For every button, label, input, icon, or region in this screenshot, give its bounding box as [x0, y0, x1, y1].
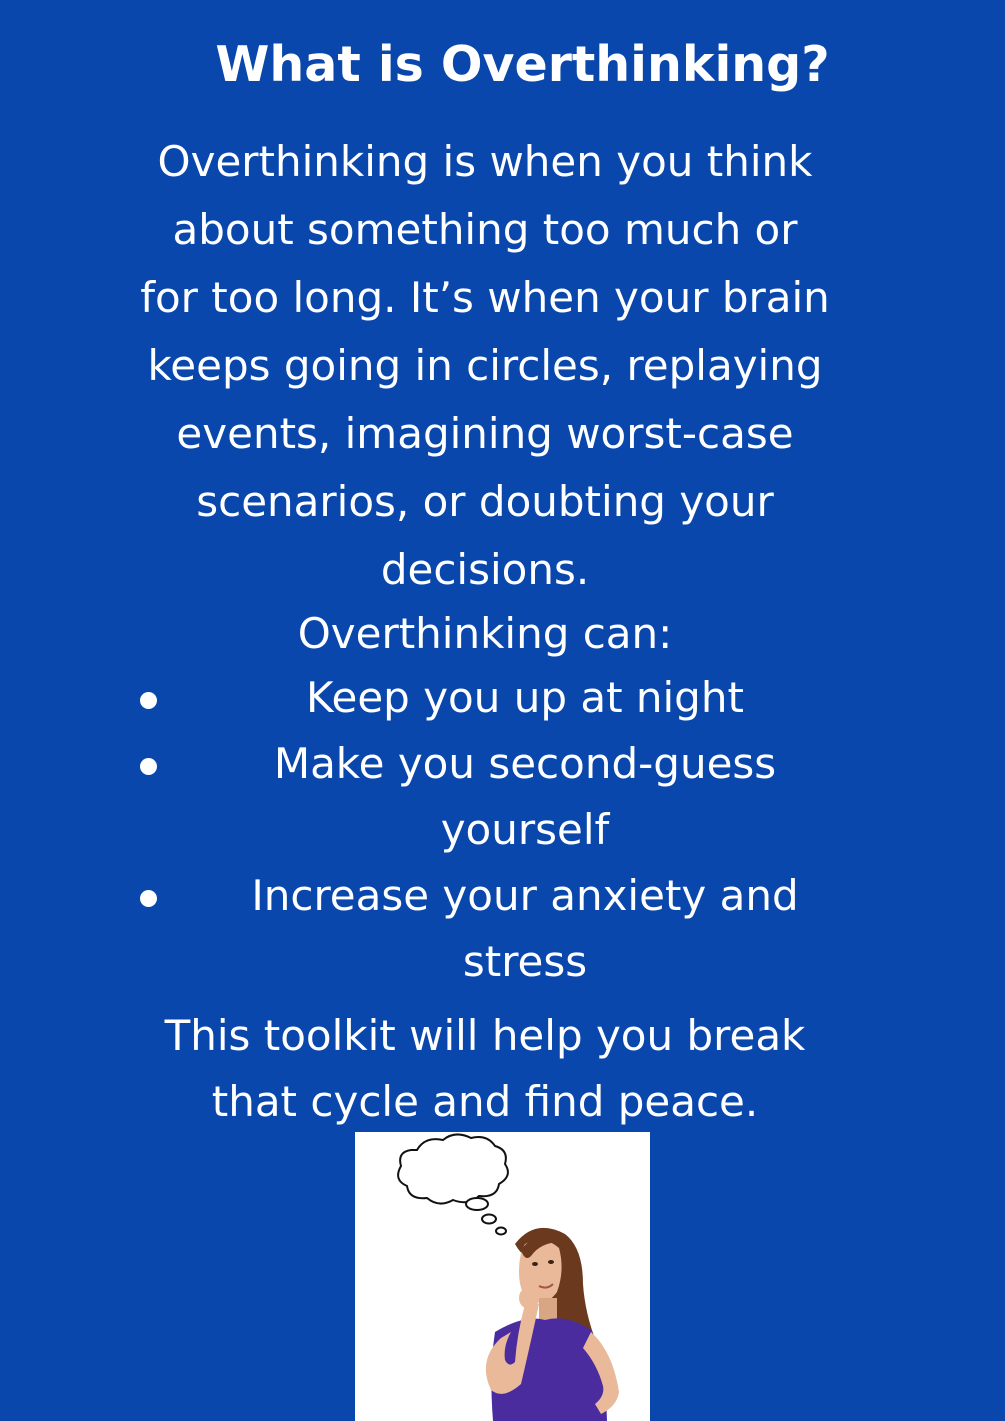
- list-item-text: [195, 665, 855, 731]
- list-item: [0, 665, 1005, 731]
- list-item-text: [195, 863, 855, 995]
- intro-line: scenarios, or doubting your: [196, 477, 774, 526]
- intro-line: keeps going in circles, replaying: [147, 341, 823, 390]
- intro-line: decisions.: [380, 545, 590, 594]
- effects-heading: Overthinking can:: [297, 609, 673, 658]
- intro-line: events, imagining worst-case: [176, 409, 794, 458]
- thinking-woman-image: [355, 1132, 650, 1421]
- closing-paragraph: [90, 1003, 880, 1135]
- page-title: What is Overthinking?: [215, 36, 830, 93]
- bullet-icon: [140, 758, 157, 775]
- list-item-text: [195, 731, 855, 863]
- bullet-icon: [140, 692, 157, 709]
- list-item: [0, 731, 1005, 863]
- list-item-line: Make you second-guess: [273, 739, 777, 788]
- list-item: [0, 863, 1005, 995]
- list-item-line: Increase your anxiety and: [251, 871, 799, 920]
- intro-line: Overthinking is when you think: [157, 137, 813, 186]
- intro-paragraph: [90, 128, 880, 604]
- bullet-icon: [140, 890, 157, 907]
- thought-bubble-icon: [398, 1134, 508, 1234]
- closing-line: This toolkit will help you break: [164, 1011, 806, 1060]
- woman-figure: [486, 1228, 619, 1421]
- list-item-line: Keep you up at night: [306, 673, 744, 722]
- intro-line: for too long. It’s when your brain: [140, 273, 830, 322]
- list-item-line: yourself: [440, 805, 610, 854]
- thinking-woman-icon: [355, 1132, 650, 1421]
- closing-line: that cycle and find peace.: [211, 1077, 759, 1126]
- effects-list: [0, 665, 1005, 995]
- list-item-line: stress: [462, 937, 588, 986]
- intro-line: about something too much or: [172, 205, 798, 254]
